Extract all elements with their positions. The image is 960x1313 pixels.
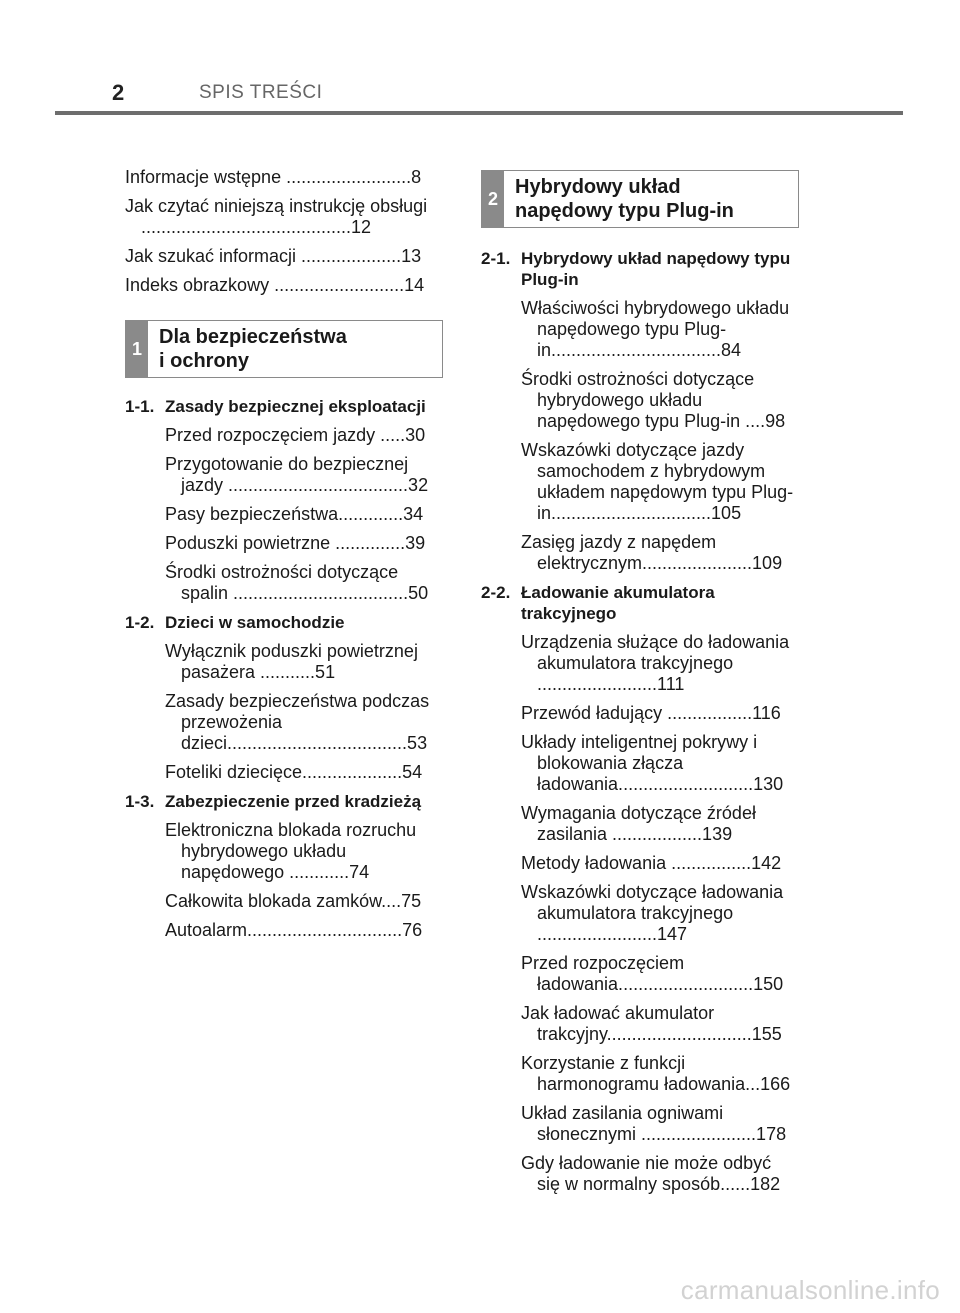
chapter-number: 1 — [126, 321, 148, 377]
toc-entry[interactable]: Całkowita blokada zamków....75 — [165, 891, 422, 911]
toc-entry[interactable]: Jak szukać informacji ....................13 — [125, 246, 422, 266]
section-heading[interactable] — [125, 396, 443, 417]
toc-entry[interactable]: Przewód ładujący .................116 — [521, 703, 781, 723]
section-title: Dzieci w samochodzie — [165, 613, 345, 632]
toc-entry[interactable]: Wskazówki dotyczące ładowania akumulatora trakcyjnego ........................147 — [521, 882, 784, 944]
toc-entry[interactable]: Zasady bezpieczeństwa podczas przewożenia dzieci....................................53 — [165, 691, 430, 753]
toc-entry[interactable]: Układy inteligentnej pokrywy i blokowania złącza ładowania...........................130 — [521, 732, 784, 794]
chapter-title-line: napędowy typu Plug-in — [515, 200, 734, 222]
section-number: 1-1. — [125, 397, 155, 416]
chapter-title-line: Hybrydowy układ — [515, 176, 681, 198]
page-title: SPIS TREŚCI — [199, 82, 323, 103]
section-number: 1-2. — [125, 613, 155, 632]
section-title: Hybrydowy układ napędowy typu Plug-in — [521, 249, 791, 289]
toc-entry[interactable]: Informacje wstępne .........................8 — [125, 167, 422, 187]
toc-entry[interactable]: Jak ładować akumulator trakcyjny.............................155 — [521, 1003, 782, 1044]
toc-entry[interactable]: Układ zasilania ogniwami słonecznymi .......................178 — [521, 1103, 787, 1144]
toc-entry[interactable]: Urządzenia służące do ładowania akumulatora trakcyjnego ........................111 — [521, 632, 790, 694]
toc-entry[interactable]: Przygotowanie do bezpiecznej jazdy ....................................32 — [165, 454, 429, 495]
toc-entry[interactable]: Jak czytać niniejszą instrukcję obsługi ..........................................12 — [125, 196, 428, 237]
toc-right-column — [481, 167, 799, 1203]
toc-entry[interactable]: Środki ostrożności dotyczące hybrydowego układu napędowego typu Plug-in ....98 — [521, 369, 786, 431]
section-number: 2-2. — [481, 583, 511, 602]
section-heading[interactable] — [481, 248, 799, 290]
section-heading[interactable] — [481, 582, 799, 624]
section-heading[interactable] — [125, 612, 443, 633]
section-title: Zasady bezpiecznej eksploatacji — [165, 397, 426, 416]
page-header — [0, 0, 960, 120]
toc-entry[interactable]: Elektroniczna blokada rozruchu hybrydowego układu napędowego ............74 — [165, 820, 417, 882]
chapter-number: 2 — [482, 171, 504, 227]
toc-entry[interactable]: Wymagania dotyczące źródeł zasilania ..................139 — [521, 803, 756, 844]
chapter-title-line: i ochrony — [159, 350, 250, 372]
section-heading[interactable] — [125, 791, 443, 812]
toc-left-column — [125, 167, 443, 949]
toc-entry[interactable]: Przed rozpoczęciem jazdy .....30 — [165, 425, 426, 445]
toc-entry[interactable]: Wyłącznik poduszki powietrznej pasażera ...........51 — [165, 641, 418, 682]
toc-entry[interactable]: Metody ładowania ................142 — [521, 853, 782, 873]
toc-entry[interactable]: Gdy ładowanie nie może odbyć się w normalny sposób......182 — [521, 1153, 781, 1194]
section-number: 2-1. — [481, 249, 511, 268]
chapter-title — [515, 175, 734, 223]
toc-entry[interactable]: Wskazówki dotyczące jazdy samochodem z hybrydowym układem napędowym typu Plug-in................................105 — [521, 440, 794, 523]
section-title: Zabezpieczenie przed kradzieżą — [165, 792, 422, 811]
chapter-2-box[interactable] — [481, 170, 799, 228]
page-number: 2 — [112, 80, 125, 105]
toc-entry[interactable]: Indeks obrazkowy ..........................14 — [125, 275, 425, 295]
toc-entry[interactable]: Poduszki powietrzne ..............39 — [165, 533, 426, 553]
toc-entry[interactable]: Przed rozpoczęciem ładowania...........................150 — [521, 953, 784, 994]
toc-entry[interactable]: Autoalarm...............................76 — [165, 920, 423, 940]
toc-entry[interactable]: Właściwości hybrydowego układu napędowego typu Plug-in..................................84 — [521, 298, 790, 360]
toc-entry[interactable]: Korzystanie z funkcji harmonogramu ładowania...166 — [521, 1053, 791, 1094]
toc-entry[interactable]: Pasy bezpieczeństwa.............34 — [165, 504, 424, 524]
chapter-title-line: Dla bezpieczeństwa — [159, 326, 347, 348]
watermark: carmanualsonline.info — [680, 1275, 940, 1305]
chapter-title — [159, 325, 347, 373]
chapter-1-box[interactable] — [125, 320, 443, 378]
toc-entry[interactable]: Zasięg jazdy z napędem elektrycznym......................109 — [521, 532, 783, 573]
section-number: 1-3. — [125, 792, 155, 811]
header-divider — [55, 111, 903, 115]
toc-entry[interactable]: Foteliki dziecięce....................54 — [165, 762, 423, 782]
section-title: Ładowanie akumulatora trakcyjnego — [521, 583, 715, 623]
toc-entry[interactable]: Środki ostrożności dotyczące spalin ...................................50 — [165, 562, 429, 603]
